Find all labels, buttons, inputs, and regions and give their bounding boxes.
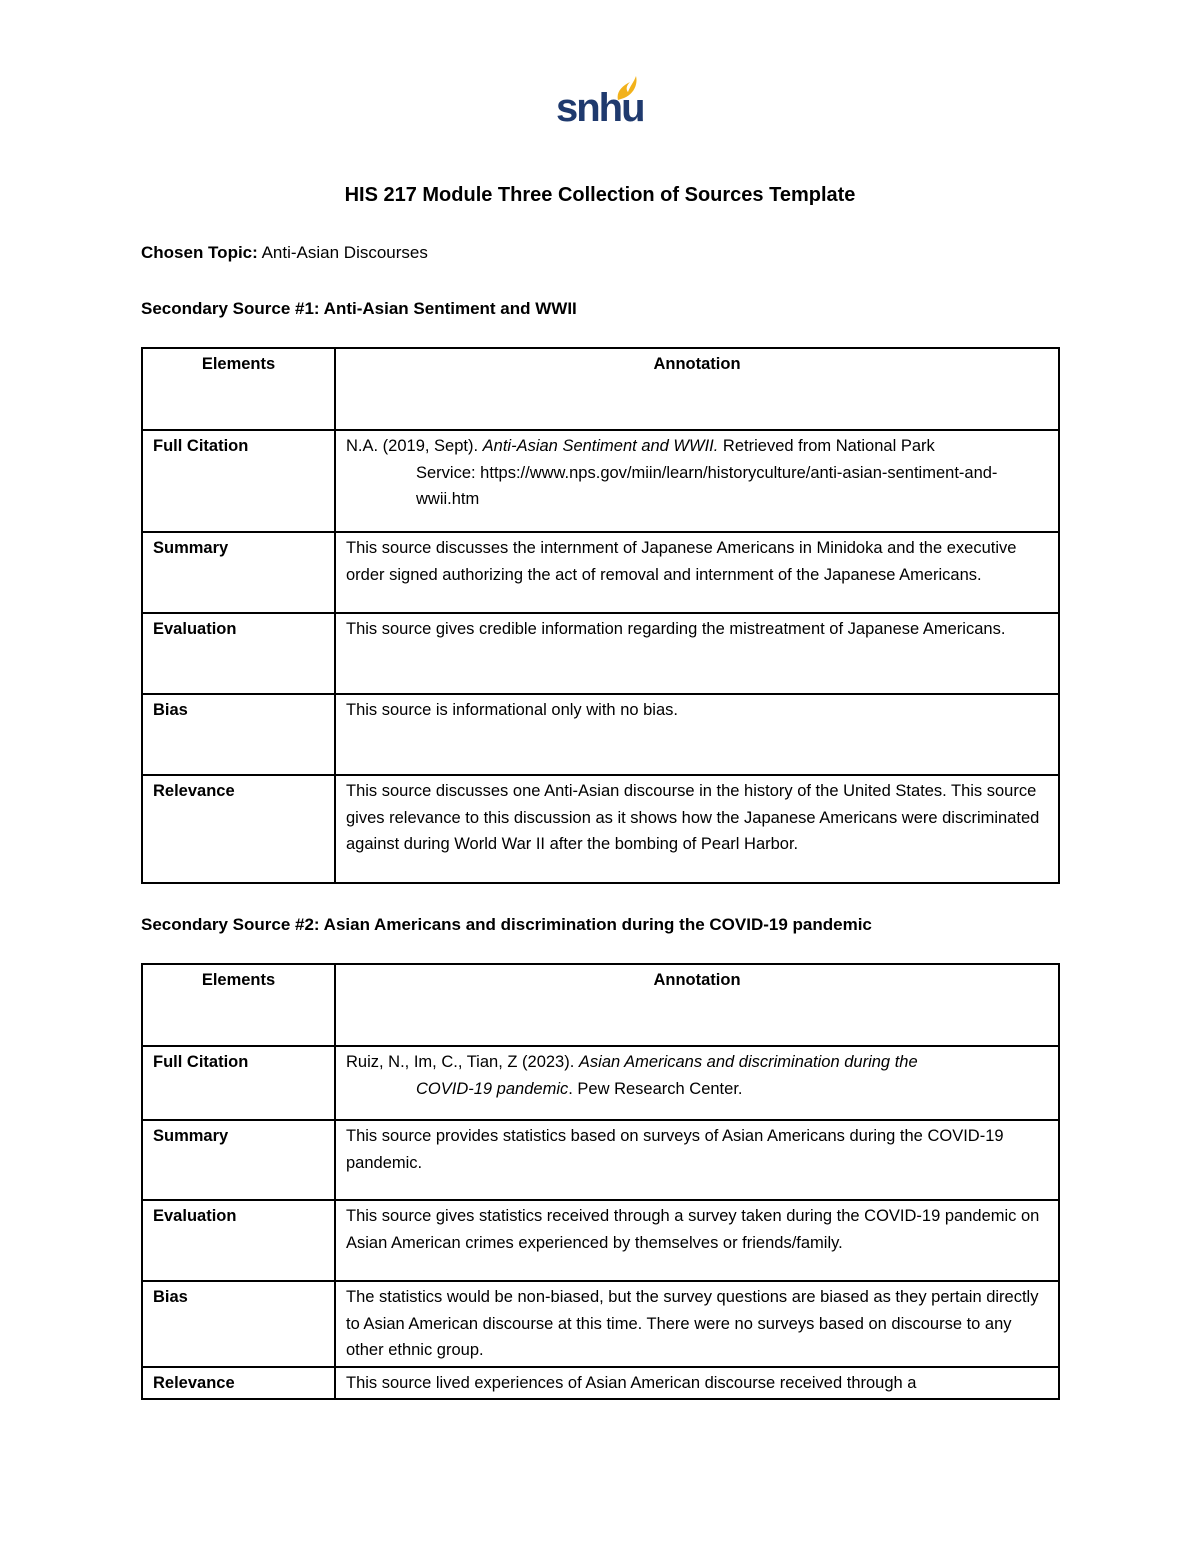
evaluation-label: Evaluation bbox=[142, 1200, 335, 1281]
table-row bbox=[142, 1046, 1059, 1120]
table-header-row bbox=[142, 964, 1059, 1046]
evaluation-label: Evaluation bbox=[142, 613, 335, 694]
citation-cell bbox=[335, 430, 1059, 532]
citation-title-rest: COVID-19 pandemic bbox=[416, 1079, 569, 1098]
bias-text: The statistics would be non-biased, but the survey questions are biased as they pertain directly to Asian American discourse at this time. There were no surveys based on discourse to any other ethnic group. bbox=[335, 1281, 1059, 1367]
citation-title: Asian Americans and discrimination during the bbox=[578, 1053, 918, 1071]
citation-rest-line bbox=[346, 1076, 1048, 1103]
source-2-heading-value: Asian Americans and discrimination during the COVID-19 pandemic bbox=[323, 915, 872, 934]
table-header-row bbox=[142, 348, 1059, 430]
table-row bbox=[142, 1281, 1059, 1367]
evaluation-text: This source gives credible information regarding the mistreatment of Japanese Americans. bbox=[335, 613, 1059, 694]
elements-header: Elements bbox=[142, 348, 335, 430]
citation-cell bbox=[335, 1046, 1059, 1120]
citation-rest: . Pew Research Center. bbox=[568, 1079, 743, 1098]
summary-label: Summary bbox=[142, 1120, 335, 1200]
citation-post: Retrieved from National Park bbox=[718, 437, 935, 455]
citation-label: Full Citation bbox=[142, 430, 335, 532]
annotation-header: Annotation bbox=[335, 348, 1059, 430]
relevance-text: This source lived experiences of Asian American discourse received through a bbox=[335, 1367, 1059, 1400]
table-row bbox=[142, 1120, 1059, 1200]
summary-label: Summary bbox=[142, 532, 335, 613]
summary-text: This source discusses the internment of Japanese Americans in Minidoka and the executive order signed authorizing the act of removal and internment of the Japanese Americans. bbox=[335, 532, 1059, 613]
bias-label: Bias bbox=[142, 1281, 335, 1367]
citation-pre: Ruiz, N., Im, C., Tian, Z (2023). bbox=[346, 1053, 579, 1071]
bias-text: This source is informational only with no bias. bbox=[335, 694, 1059, 775]
source-2-heading bbox=[141, 913, 872, 937]
table-row bbox=[142, 1200, 1059, 1281]
citation-title: Anti-Asian Sentiment and WWII. bbox=[482, 437, 719, 455]
source-1-heading bbox=[141, 297, 577, 321]
citation-pre: N.A. (2019, Sept). bbox=[346, 437, 483, 455]
summary-text: This source provides statistics based on surveys of Asian Americans during the COVID-19 pandemic. bbox=[335, 1120, 1059, 1200]
source-1-heading-value: Anti-Asian Sentiment and WWII bbox=[323, 299, 577, 318]
snhu-logo bbox=[556, 74, 644, 134]
relevance-text: This source discusses one Anti-Asian discourse in the history of the United States. This source gives relevance to this discussion as it shows how the Japanese Americans were discriminated against during World War II after the bombing of Pearl Harbor. bbox=[335, 775, 1059, 883]
table-row bbox=[142, 694, 1059, 775]
citation-rest: Service: https://www.nps.gov/miin/learn/historyculture/anti-asian-sentiment-and-wwii.htm bbox=[416, 463, 998, 508]
source-2-heading-label: Secondary Source #2: bbox=[141, 915, 320, 934]
relevance-label: Relevance bbox=[142, 775, 335, 883]
table-row bbox=[142, 613, 1059, 694]
logo-text: snhu bbox=[556, 86, 644, 130]
evaluation-text: This source gives statistics received through a survey taken during the COVID-19 pandemic on Asian American crimes experienced by themselves or friends/family. bbox=[335, 1200, 1059, 1281]
annotation-header: Annotation bbox=[335, 964, 1059, 1046]
chosen-topic bbox=[141, 241, 428, 265]
table-row bbox=[142, 532, 1059, 613]
table-row bbox=[142, 1367, 1059, 1400]
table-row bbox=[142, 775, 1059, 883]
topic-value: Anti-Asian Discourses bbox=[261, 243, 428, 262]
source-1-heading-label: Secondary Source #1: bbox=[141, 299, 320, 318]
document-title: HIS 217 Module Three Collection of Sources Template bbox=[344, 184, 856, 206]
citation-label: Full Citation bbox=[142, 1046, 335, 1120]
table-row bbox=[142, 430, 1059, 532]
source-2-table bbox=[141, 963, 1060, 1400]
relevance-label: Relevance bbox=[142, 1367, 335, 1400]
topic-label: Chosen Topic: bbox=[141, 243, 258, 262]
source-1-table bbox=[141, 347, 1060, 884]
bias-label: Bias bbox=[142, 694, 335, 775]
elements-header: Elements bbox=[142, 964, 335, 1046]
